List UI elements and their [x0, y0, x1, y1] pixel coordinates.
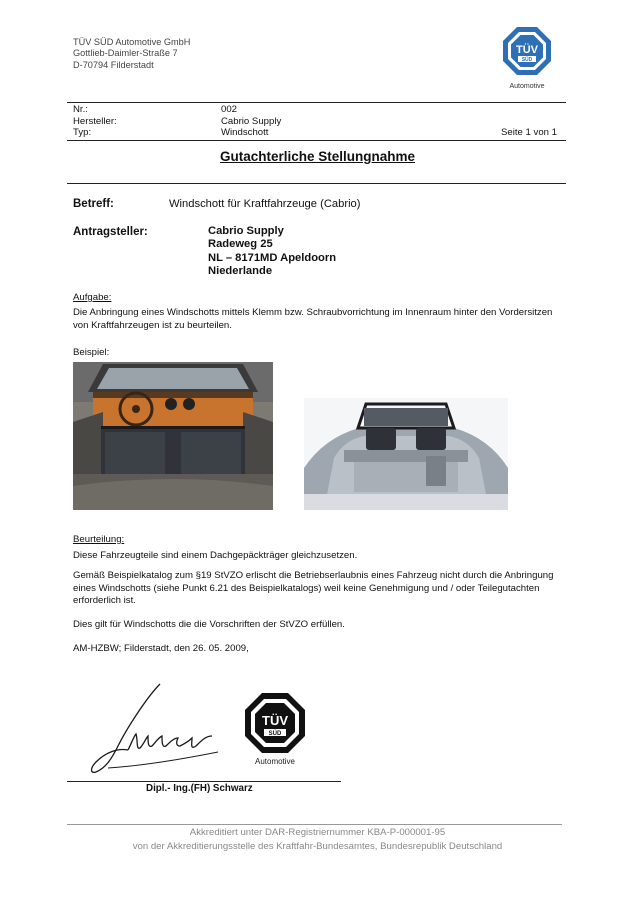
example-photo-dashboard — [73, 362, 273, 510]
footer — [0, 826, 635, 853]
antragsteller-line: Radeweg 25 — [208, 238, 273, 251]
tuv-logo-text: TÜV — [516, 44, 538, 56]
tuv-logo-icon — [502, 26, 552, 76]
example-photo-rear — [304, 398, 508, 510]
meta-row-typ — [73, 127, 557, 139]
beurteilung-paragraph-2: Gemäß Beispielkatalog zum §19 StVZO erlischt die Betriebserlaubnis eines Fahrzeug nicht durch die Anbringung eines Windschotts (siehe Punkt 6.21 des Beispielkatalogs) weil keine Genehmigung und / oder Teilegutachten erforderlich ist. — [73, 570, 554, 607]
meta-value: 002 — [221, 104, 238, 115]
letterhead-address — [73, 37, 190, 71]
tuv-logo-subtext: SÜD — [521, 57, 533, 63]
antragsteller-address — [208, 225, 336, 279]
tuv-seal-caption: Automotive — [254, 757, 296, 766]
tuv-logo-caption: Automotive — [509, 83, 545, 90]
beurteilung-heading: Beurteilung: — [73, 534, 125, 545]
meta-top-rule — [67, 102, 566, 103]
antragsteller-line: Niederlande — [208, 265, 273, 278]
tuv-seal-subtext: SÜD — [268, 730, 282, 737]
title-rule — [67, 183, 566, 184]
beurteilung-paragraph-3: Dies gilt für Windschotts die die Vorschriften der StVZO erfüllen. — [73, 619, 345, 630]
tuv-seal-icon — [244, 692, 306, 754]
aufgabe-text: Die Anbringung eines Windschotts mittels Klemm bzw. Schraubvorrichtung im Innenraum hinter den Vordersitzen von Kraftfahrzeugen ist zu beurteilen. — [73, 307, 553, 331]
signer-name: Dipl.- Ing.(FH) Schwarz — [146, 783, 253, 794]
meta-label: Hersteller: — [73, 115, 117, 127]
company-city: D-70794 Filderstadt — [73, 59, 154, 70]
antragsteller-label: Antragsteller: — [73, 226, 148, 238]
betreff-value: Windschott für Kraftfahrzeuge (Cabrio) — [169, 198, 361, 210]
beurteilung-paragraph-1: Diese Fahrzeugteile sind einem Dachgepäckträger gleichzusetzen. — [73, 550, 358, 561]
aufgabe-heading: Aufgabe: — [73, 292, 112, 303]
meta-row-hersteller — [73, 116, 557, 128]
meta-value: Windschott — [221, 127, 269, 139]
betreff-label: Betreff: — [73, 198, 114, 210]
antragsteller-line: Cabrio Supply — [208, 225, 284, 237]
signature-rule — [67, 781, 341, 782]
footer-rule — [67, 824, 562, 825]
handwritten-signature — [88, 676, 228, 776]
meta-label: Nr.: — [73, 104, 88, 115]
beispiel-heading: Beispiel: — [73, 347, 110, 358]
page-info: Seite 1 von 1 — [500, 127, 557, 139]
meta-value: Cabrio Supply — [221, 115, 282, 127]
meta-row-nr — [73, 104, 557, 116]
document-title: Gutachterliche Stellungnahme — [219, 149, 416, 164]
company-name: TÜV SÜD Automotive GmbH — [73, 37, 191, 47]
place-date: AM-HZBW; Filderstadt, den 26. 05. 2009, — [73, 643, 249, 654]
meta-bottom-rule — [67, 140, 566, 141]
antragsteller-line: NL – 8171MD Apeldoorn — [208, 251, 337, 264]
tuv-seal-text: TÜV — [262, 713, 288, 728]
footer-line-1: Akkreditiert unter DAR-Registriernummer KBA-P-000001-95 — [189, 827, 446, 838]
meta-block — [73, 104, 557, 139]
meta-label: Typ: — [73, 127, 92, 139]
company-street: Gottlieb-Daimler-Straße 7 — [73, 48, 178, 59]
footer-line-2: von der Akkreditierungsstelle des Kraftfahr-Bundesamtes, Bundesrepublik Deutschland — [132, 840, 503, 852]
